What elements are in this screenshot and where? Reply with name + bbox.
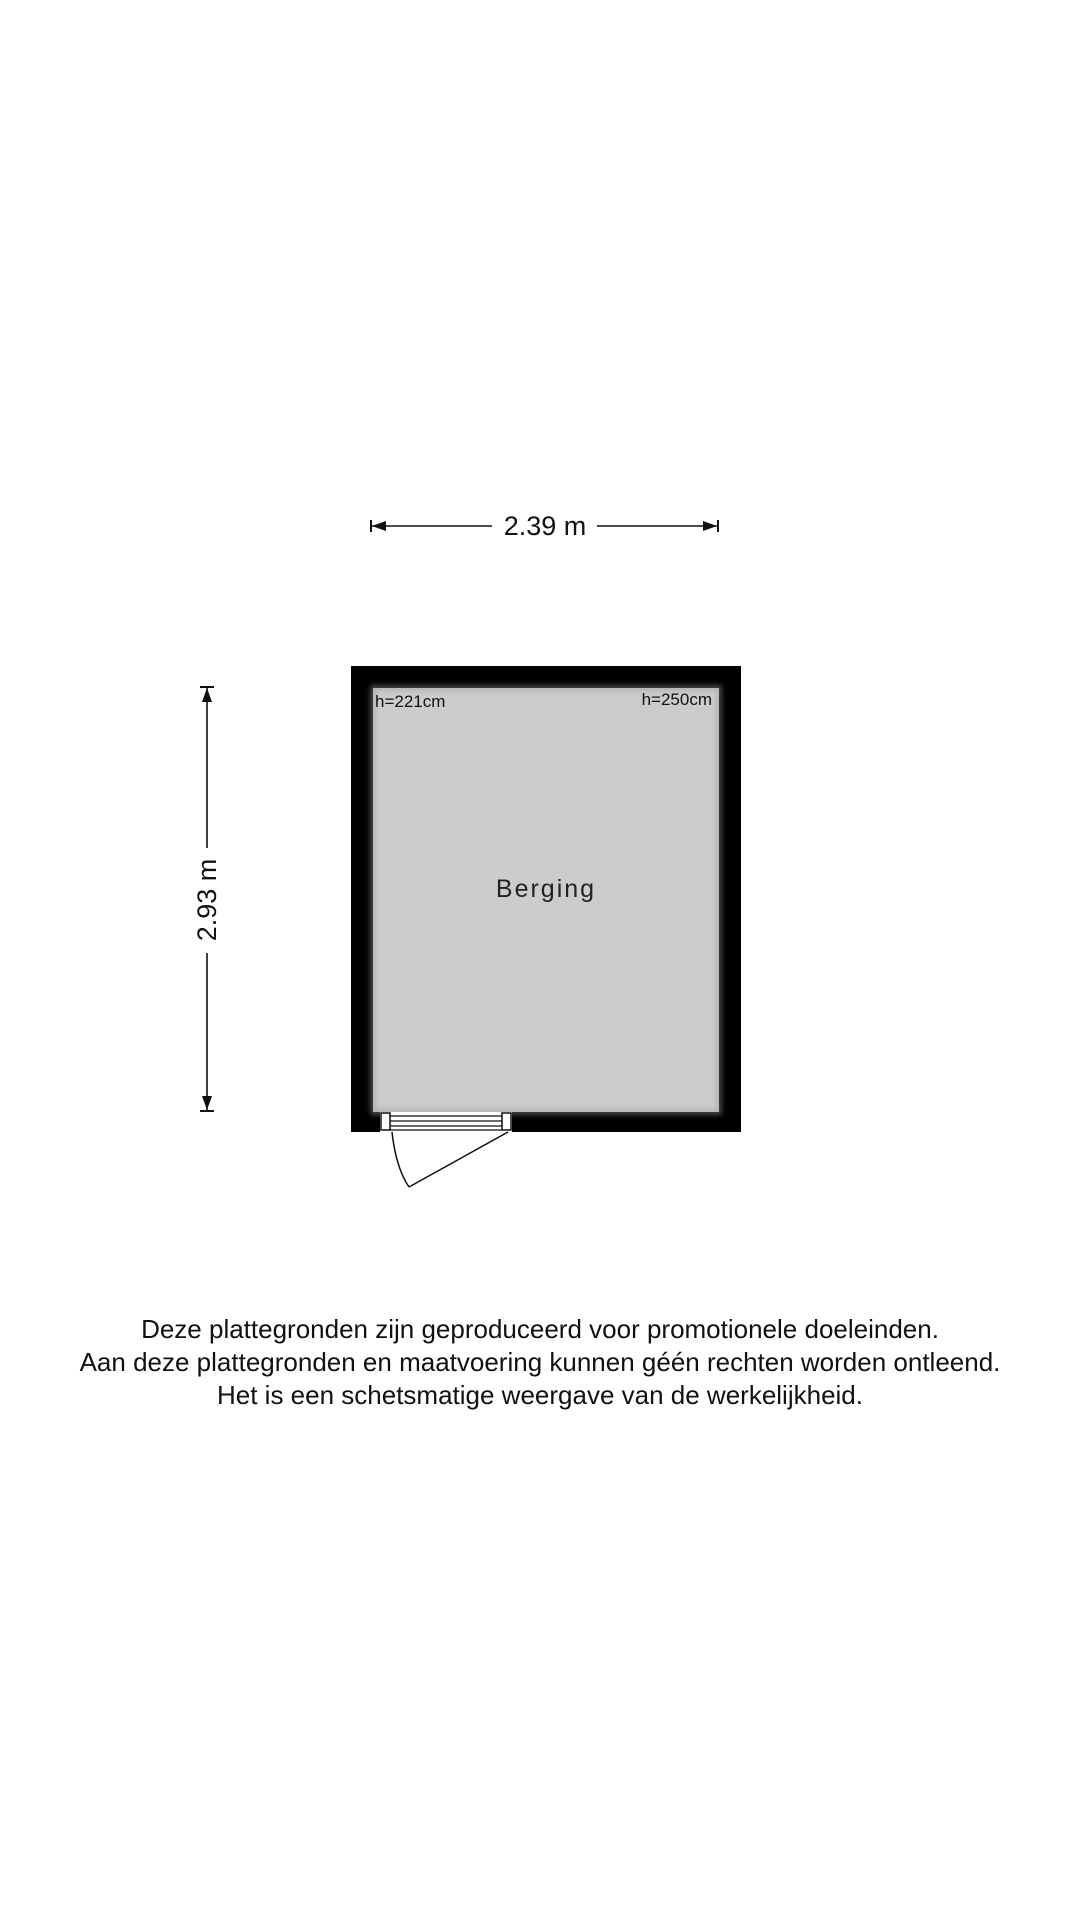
disclaimer-line: Het is een schetsmatige weergave van de werkelijkheid. bbox=[216, 1380, 863, 1410]
door bbox=[380, 1112, 512, 1187]
room-berging bbox=[351, 666, 741, 1132]
disclaimer-line: Aan deze plattegronden en maatvoering kunnen géén rechten worden ontleend. bbox=[79, 1347, 1001, 1377]
arrow-down-icon bbox=[202, 1096, 212, 1110]
door-swing-arc bbox=[392, 1132, 409, 1187]
disclaimer-line: Deze plattegronden zijn geproduceerd voor promotionele doeleinden. bbox=[141, 1314, 939, 1344]
width-label: 2.39 m bbox=[503, 511, 587, 541]
ceiling-height-right: h=250cm bbox=[641, 690, 712, 709]
room-name: Berging bbox=[495, 875, 597, 903]
arrow-right-icon bbox=[703, 521, 717, 531]
arrow-left-icon bbox=[372, 521, 386, 531]
disclaimer bbox=[0, 1313, 1080, 1412]
ceiling-height-left: h=221cm bbox=[375, 692, 446, 711]
door-leaf bbox=[409, 1132, 508, 1187]
depth-label: 2.93 m bbox=[192, 858, 222, 942]
width-dimension bbox=[371, 511, 718, 541]
depth-dimension bbox=[192, 687, 222, 1111]
arrow-up-icon bbox=[202, 688, 212, 702]
